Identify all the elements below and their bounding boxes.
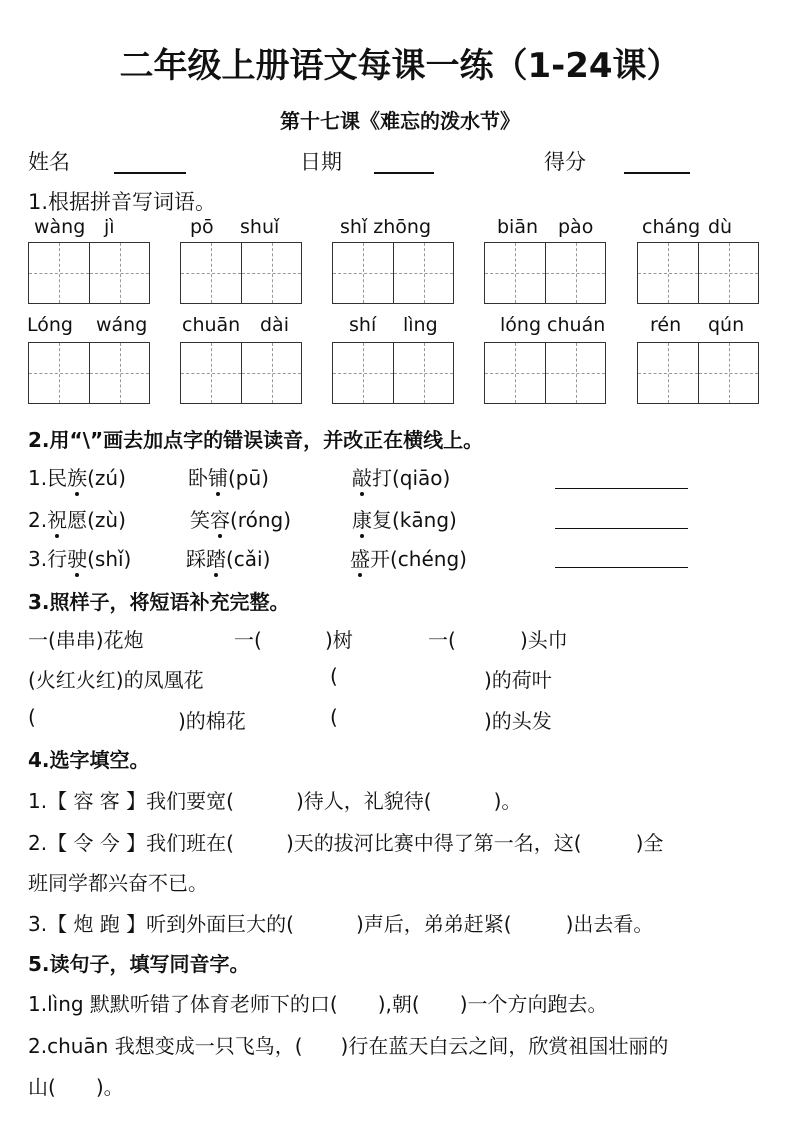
lesson-title: 第十七课《难忘的泼水节》 <box>280 109 520 133</box>
q3-blank-close: )头巾 <box>520 628 568 652</box>
q2-item: 敲打(qiāo) <box>352 462 450 491</box>
q4-sentence: 1.【 容 客 】我们要宽( )待人，礼貌待( )。 <box>28 789 522 813</box>
pinyin: lóng chuán <box>500 314 606 336</box>
pinyin: pō <box>190 216 214 238</box>
pinyin: rén <box>650 314 682 336</box>
answer-line[interactable] <box>555 567 688 568</box>
writing-grid[interactable] <box>180 342 302 404</box>
pinyin: lìng <box>403 314 438 336</box>
q3-blank-open: ( <box>330 705 338 729</box>
q3-example: (火红火红)的凤凰花 <box>28 668 204 692</box>
writing-grid[interactable] <box>484 342 606 404</box>
q2-item: 盛开(chéng) <box>350 543 467 572</box>
q3-blank-open: 一( <box>428 628 456 652</box>
pinyin: shuǐ <box>240 216 280 238</box>
q3-blank-close: )树 <box>325 628 353 652</box>
pinyin: cháng <box>642 216 701 238</box>
score-field[interactable] <box>624 150 690 174</box>
q4-sentence: 3.【 炮 跑 】听到外面巨大的( )声后，弟弟赶紧( )出去看。 <box>28 912 654 936</box>
writing-grid[interactable] <box>637 242 759 304</box>
pinyin: dù <box>708 216 733 238</box>
date-field[interactable] <box>374 150 434 174</box>
date-label: 日期 <box>300 150 342 174</box>
answer-line[interactable] <box>555 488 688 489</box>
pinyin: biān <box>497 216 539 238</box>
pinyin: chuān <box>182 314 241 336</box>
writing-grid[interactable] <box>332 342 454 404</box>
q2-item: 踩踏(cǎi) <box>186 543 270 572</box>
q2-item: 2.祝愿(zù) <box>28 504 126 533</box>
name-label: 姓名 <box>28 150 70 174</box>
q2-item: 笑容(róng) <box>190 504 291 533</box>
score-label: 得分 <box>544 150 586 174</box>
pinyin: qún <box>708 314 745 336</box>
pinyin: wàng <box>34 216 86 238</box>
q3-example: 一(串串)花炮 <box>28 628 144 652</box>
q2-item: 卧铺(pū) <box>188 462 269 491</box>
page-title: 二年级上册语文每课一练（1-24课） <box>119 46 681 86</box>
q5-sentence: 2.chuān 我想变成一只飞鸟，( )行在蓝天白云之间，欣赏祖国壮丽的 <box>28 1034 669 1058</box>
q3-blank-close: )的棉花 <box>178 709 246 733</box>
writing-grid[interactable] <box>28 242 150 304</box>
q3-blank-open: 一( <box>234 628 262 652</box>
q3-blank-close: )的荷叶 <box>484 668 552 692</box>
q2-item: 3.行驶(shǐ) <box>28 543 131 572</box>
q5-sentence: 山( )。 <box>28 1075 124 1099</box>
q4-heading: 4.选字填空。 <box>28 748 150 772</box>
q4-sentence: 班同学都兴奋不已。 <box>28 871 208 895</box>
pinyin: pào <box>558 216 594 238</box>
pinyin: jì <box>104 216 115 238</box>
q3-blank-open: ( <box>28 705 36 729</box>
q2-item: 1.民族(zú) <box>28 462 126 491</box>
q3-blank-open: ( <box>330 664 338 688</box>
writing-grid[interactable] <box>180 242 302 304</box>
pinyin: wáng <box>96 314 148 336</box>
writing-grid[interactable] <box>332 242 454 304</box>
q2-heading: 2.用“\”画去加点字的错误读音，并改正在横线上。 <box>28 428 484 452</box>
q5-heading: 5.读句子，填写同音字。 <box>28 952 250 976</box>
writing-grid[interactable] <box>28 342 150 404</box>
q2-item: 康复(kāng) <box>352 504 457 533</box>
q5-sentence: 1.lìng 默默听错了体育老师下的口( ),朝( )一个方向跑去。 <box>28 992 608 1016</box>
answer-line[interactable] <box>555 528 688 529</box>
pinyin: shǐ zhōng <box>340 216 432 238</box>
q3-heading: 3.照样子，将短语补充完整。 <box>28 590 290 614</box>
writing-grid[interactable] <box>484 242 606 304</box>
q3-blank-close: )的头发 <box>484 709 552 733</box>
writing-grid[interactable] <box>637 342 759 404</box>
q4-sentence: 2.【 令 今 】我们班在( )天的拔河比赛中得了第一名，这( )全 <box>28 831 664 855</box>
q1-heading: 1.根据拼音写词语。 <box>28 190 217 214</box>
pinyin: dài <box>260 314 289 336</box>
pinyin: Lóng <box>27 314 73 336</box>
name-field[interactable] <box>114 150 186 174</box>
pinyin: shí <box>349 314 377 336</box>
